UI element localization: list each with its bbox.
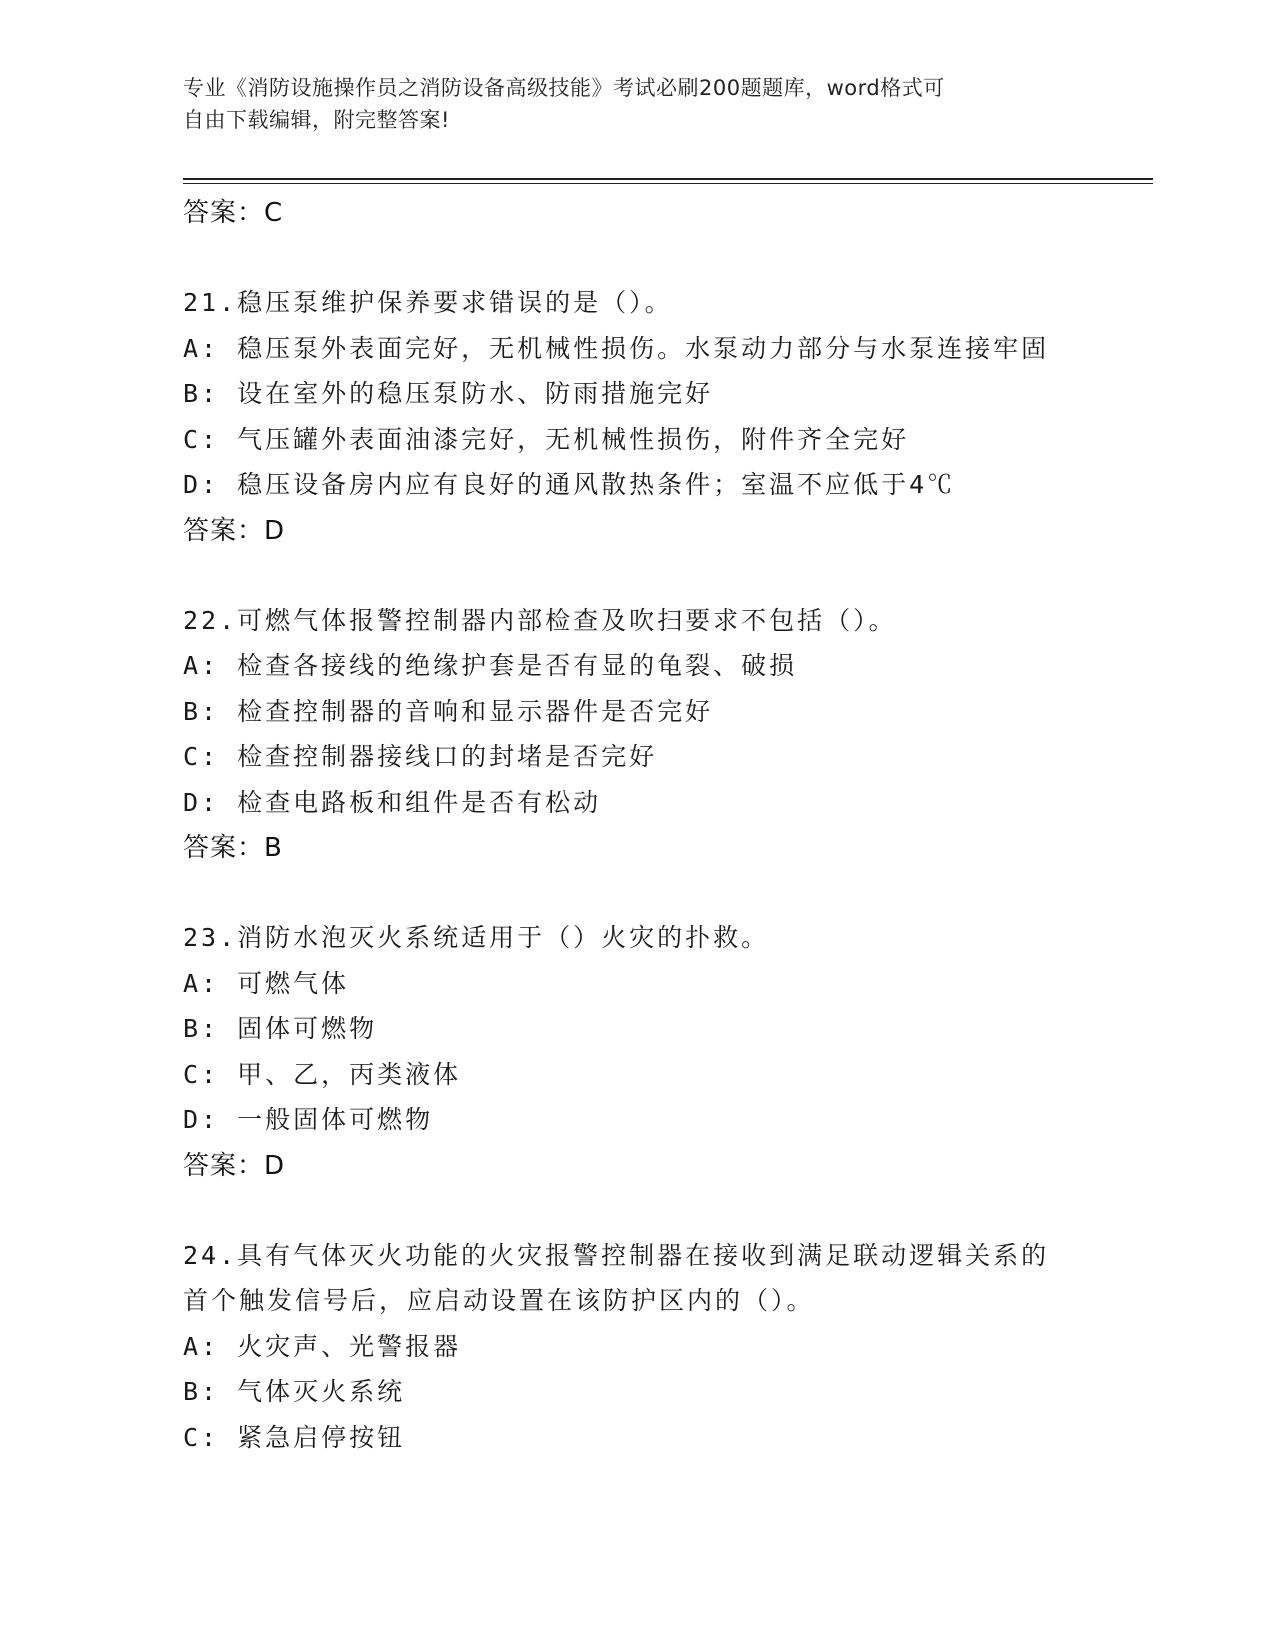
answer-line: 答案：B bbox=[183, 833, 283, 863]
option-b: B: 气体灭火系统 bbox=[183, 1377, 406, 1406]
option-b: B: 固体可燃物 bbox=[183, 1014, 378, 1043]
option-a: A: 可燃气体 bbox=[183, 968, 350, 998]
option-c: C: 气压罐外表面油漆完好，无机械性损伤，附件齐全完好 bbox=[183, 424, 910, 454]
question-23 bbox=[183, 915, 1143, 1189]
option-c: C: 紧急启停按钮 bbox=[183, 1422, 406, 1452]
answer-line: 答案：D bbox=[183, 515, 286, 546]
question-stem-line-1: 24.具有气体灭火功能的火灾报警控制器在接收到满足联动逻辑关系的 bbox=[183, 1240, 1050, 1270]
question-21 bbox=[183, 280, 1143, 554]
question-list bbox=[183, 190, 1143, 1460]
question-stem: 23.消防水泡灭火系统适用于（）火灾的扑救。 bbox=[183, 923, 770, 952]
option-d: D: 检查电路板和组件是否有松动 bbox=[183, 787, 602, 817]
option-d: D: 稳压设备房内应有良好的通风散热条件；室温不应低于4℃ bbox=[183, 470, 956, 499]
question-24 bbox=[183, 1233, 1143, 1461]
spacer bbox=[183, 554, 1143, 598]
option-b: B: 设在室外的稳压泵防水、防雨措施完好 bbox=[183, 379, 714, 408]
header-rule-thick bbox=[183, 178, 1153, 180]
spacer bbox=[183, 1189, 1143, 1233]
header-line-1: 专业《消防设施操作员之消防设备高级技能》考试必刷200题题库，word格式可 bbox=[183, 76, 945, 100]
option-a: A: 火灾声、光警报器 bbox=[183, 1331, 462, 1361]
question-22 bbox=[183, 598, 1143, 872]
question-stem-line-2: 首个触发信号后，应启动设置在该防护区内的（）。 bbox=[183, 1286, 815, 1315]
question-stem: 21.稳压泵维护保养要求错误的是（）。 bbox=[183, 288, 673, 317]
answer-line: 答案：D bbox=[183, 1150, 286, 1181]
question-stem: 22.可燃气体报警控制器内部检查及吹扫要求不包括（）。 bbox=[183, 605, 897, 635]
option-b: B: 检查控制器的音响和显示器件是否完好 bbox=[183, 696, 714, 726]
spacer bbox=[183, 236, 1143, 280]
option-a: A: 稳压泵外表面完好，无机械性损伤。水泵动力部分与水泵连接牢固 bbox=[183, 333, 1050, 363]
option-c: C: 检查控制器接线口的封堵是否完好 bbox=[183, 742, 658, 771]
header-line-2: 自由下载编辑，附完整答案! bbox=[183, 108, 450, 132]
option-a: A: 检查各接线的绝缘护套是否有显的龟裂、破损 bbox=[183, 651, 798, 680]
spacer bbox=[183, 871, 1143, 915]
page-header bbox=[183, 72, 1083, 136]
answer-line: 答案：C bbox=[183, 198, 284, 228]
option-d: D: 一般固体可燃物 bbox=[183, 1105, 434, 1134]
header-rule-thin bbox=[183, 183, 1153, 184]
option-c: C: 甲、乙，丙类液体 bbox=[183, 1059, 462, 1089]
